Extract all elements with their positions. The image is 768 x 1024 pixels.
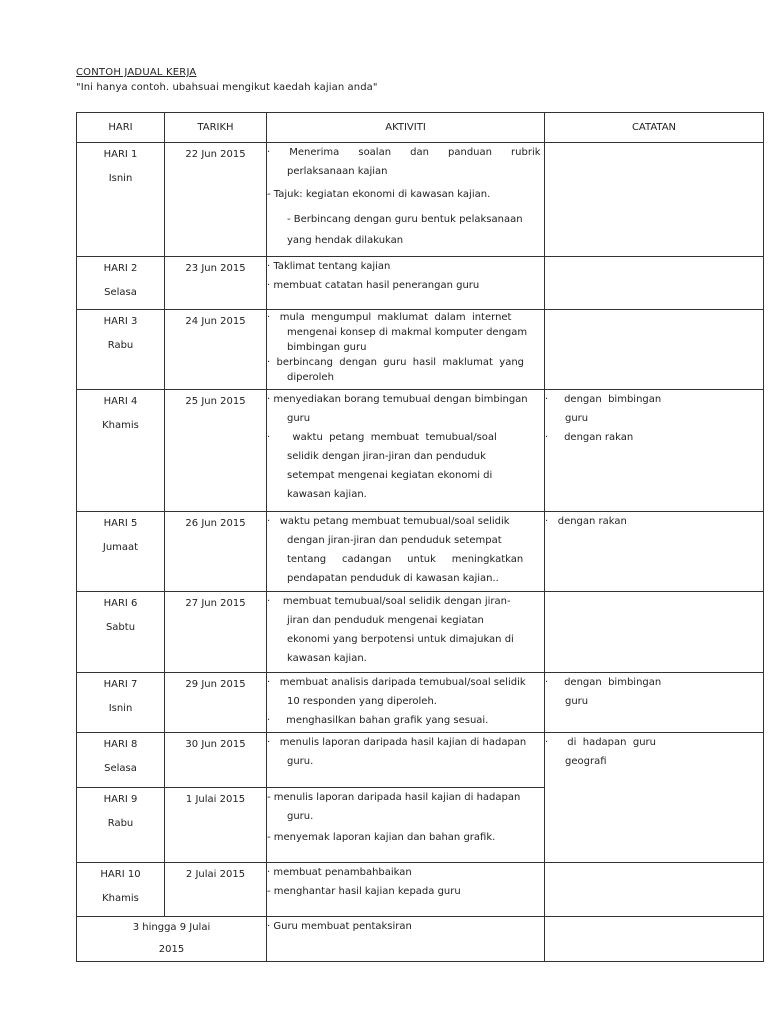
activity-line: · membuat temubual/soal selidik dengan jiran- xyxy=(267,596,511,607)
note-line: · dengan bimbingan xyxy=(545,394,662,405)
hari-label: HARI 2 xyxy=(103,263,138,274)
header-aktiviti: AKTIVITI xyxy=(267,113,545,143)
catatan-cell xyxy=(545,733,764,863)
aktiviti-cell xyxy=(267,310,545,390)
aktiviti-cell xyxy=(267,733,545,788)
activity-line: kawasan kajian. xyxy=(287,653,367,664)
aktiviti-cell xyxy=(267,863,545,917)
day-name: Isnin xyxy=(108,173,133,184)
aktiviti-cell xyxy=(267,390,545,512)
activity-line: · membuat analisis daripada temubual/soal selidik xyxy=(267,677,526,688)
hari-label: HARI 4 xyxy=(103,396,138,407)
tarikh-cell xyxy=(165,310,267,390)
date-text: 29 Jun 2015 xyxy=(185,679,246,690)
day-name: Sabtu xyxy=(105,622,136,633)
activity-line: guru. xyxy=(287,811,314,822)
hari-cell xyxy=(77,310,165,390)
note-line: · dengan rakan xyxy=(545,432,634,443)
hari-cell xyxy=(77,512,165,592)
activity-line: dengan jiran-jiran dan penduduk setempat xyxy=(287,535,502,546)
table-row xyxy=(77,917,764,962)
table-row xyxy=(77,733,764,788)
activity-line: · waktu petang membuat temubual/soal xyxy=(267,432,497,443)
date-text: 1 Julai 2015 xyxy=(185,794,246,805)
activity-line: pendapatan penduduk di kawasan kajian.. xyxy=(287,573,499,584)
activity-line: selidik dengan jiran-jiran dan penduduk xyxy=(287,451,486,462)
table-row xyxy=(77,143,764,257)
date-text: 30 Jun 2015 xyxy=(185,739,246,750)
day-name: Rabu xyxy=(107,818,134,829)
activity-line: · Taklimat tentang kajian xyxy=(267,261,391,272)
activity-line: · menghasilkan bahan grafik yang sesuai. xyxy=(267,715,489,726)
catatan-cell xyxy=(545,673,764,733)
activity-line: · membuat penambahbaikan xyxy=(267,867,412,878)
table-row xyxy=(77,310,764,390)
activity-line: - Berbincang dengan guru bentuk pelaksanaan xyxy=(287,214,523,225)
catatan-cell xyxy=(545,390,764,512)
date-text: 2 Julai 2015 xyxy=(185,869,246,880)
day-name: Khamis xyxy=(102,893,139,904)
activity-line: 10 responden yang diperoleh. xyxy=(287,696,437,707)
day-name: Selasa xyxy=(104,763,137,774)
activity-line: · membuat catatan hasil penerangan guru xyxy=(267,280,480,291)
catatan-cell xyxy=(545,917,764,962)
aktiviti-cell xyxy=(267,788,545,863)
activity-line: - Tajuk: kegiatan ekonomi di kawasan kajian. xyxy=(267,189,491,200)
activity-line: diperoleh xyxy=(287,372,334,383)
activity-line: tentang cadangan untuk meningkatkan xyxy=(287,554,524,565)
table-row xyxy=(77,592,764,673)
header-catatan: CATATAN xyxy=(545,113,764,143)
tarikh-cell xyxy=(165,733,267,788)
activity-line: · berbincang dengan guru hasil maklumat yang xyxy=(267,357,525,368)
table-row xyxy=(77,512,764,592)
catatan-cell xyxy=(545,863,764,917)
day-name: Khamis xyxy=(102,420,139,431)
hari-cell xyxy=(77,673,165,733)
note-line: · dengan rakan xyxy=(545,516,627,527)
hari-cell xyxy=(77,788,165,863)
document-title: CONTOH JADUAL KERJA xyxy=(76,67,197,78)
day-name: Jumaat xyxy=(102,542,139,553)
activity-line: · menyediakan borang temubual dengan bimbingan xyxy=(267,394,528,405)
activity-line: - menyemak laporan kajian dan bahan grafik. xyxy=(267,832,496,843)
activity-line: jiran dan penduduk mengenai kegiatan xyxy=(287,615,484,626)
header-hari: HARI xyxy=(77,113,165,143)
hari-label: HARI 9 xyxy=(103,794,138,805)
hari-label: HARI 7 xyxy=(103,679,138,690)
catatan-cell xyxy=(545,143,764,257)
aktiviti-cell xyxy=(267,673,545,733)
hari-cell xyxy=(77,863,165,917)
note-line: geografi xyxy=(565,756,607,767)
period-line: 2015 xyxy=(158,944,185,955)
aktiviti-cell xyxy=(267,143,545,257)
tarikh-cell xyxy=(165,512,267,592)
table-row xyxy=(77,390,764,512)
activity-line: - menghantar hasil kajian kepada guru xyxy=(267,886,461,897)
note-line: · di hadapan guru xyxy=(545,737,656,748)
header-tarikh: TARIKH xyxy=(165,113,267,143)
date-text: 23 Jun 2015 xyxy=(185,263,246,274)
activity-line: · Menerima soalan dan panduan rubrik xyxy=(267,147,541,158)
activity-line: bimbingan guru xyxy=(287,342,367,353)
hari-label: HARI 5 xyxy=(103,518,138,529)
activity-line: ekonomi yang berpotensi untuk dimajukan di xyxy=(287,634,514,645)
date-text: 26 Jun 2015 xyxy=(185,518,246,529)
activity-line: · Guru membuat pentaksiran xyxy=(267,921,412,932)
date-text: 25 Jun 2015 xyxy=(185,396,246,407)
tarikh-cell xyxy=(165,673,267,733)
note-line: guru xyxy=(565,696,589,707)
tarikh-cell xyxy=(165,592,267,673)
tarikh-cell xyxy=(165,143,267,257)
period-line: 3 hingga 9 Julai xyxy=(132,922,211,933)
day-name: Rabu xyxy=(107,340,134,351)
hari-cell xyxy=(77,592,165,673)
document-subtitle: "Ini hanya contoh. ubahsuai mengikut kaedah kajian anda" xyxy=(76,82,378,93)
activity-line: yang hendak dilakukan xyxy=(287,235,404,246)
activity-line: · menulis laporan daripada hasil kajian di hadapan xyxy=(267,737,527,748)
table-row xyxy=(77,257,764,310)
activity-line: setempat mengenai kegiatan ekonomi di xyxy=(287,470,493,481)
table-row xyxy=(77,673,764,733)
tarikh-cell xyxy=(165,863,267,917)
hari-cell xyxy=(77,733,165,788)
activity-line: mengenai konsep di makmal komputer dengam xyxy=(287,327,528,338)
activity-line: perlaksanaan kajian xyxy=(287,166,388,177)
hari-label: HARI 8 xyxy=(103,739,138,750)
date-text: 27 Jun 2015 xyxy=(185,598,246,609)
date-text: 22 Jun 2015 xyxy=(185,149,246,160)
aktiviti-cell xyxy=(267,592,545,673)
table-row xyxy=(77,863,764,917)
activity-line: - menulis laporan daripada hasil kajian di hadapan xyxy=(267,792,521,803)
schedule-table xyxy=(76,112,764,962)
catatan-cell xyxy=(545,512,764,592)
hari-label: HARI 6 xyxy=(103,598,138,609)
table-header-row xyxy=(77,113,764,143)
note-line: · dengan bimbingan xyxy=(545,677,662,688)
activity-line: guru xyxy=(287,413,311,424)
tarikh-cell xyxy=(165,257,267,310)
activity-line: · waktu petang membuat temubual/soal selidik xyxy=(267,516,510,527)
catatan-cell xyxy=(545,592,764,673)
hari-cell xyxy=(77,257,165,310)
activity-line: kawasan kajian. xyxy=(287,489,367,500)
aktiviti-cell xyxy=(267,512,545,592)
hari-cell xyxy=(77,143,165,257)
aktiviti-cell xyxy=(267,917,545,962)
activity-line: guru. xyxy=(287,756,314,767)
tarikh-cell xyxy=(165,390,267,512)
note-line: guru xyxy=(565,413,589,424)
period-cell xyxy=(77,917,267,962)
catatan-cell xyxy=(545,257,764,310)
hari-label: HARI 1 xyxy=(103,149,138,160)
day-name: Isnin xyxy=(108,703,133,714)
aktiviti-cell xyxy=(267,257,545,310)
activity-line: · mula mengumpul maklumat dalam internet xyxy=(267,312,512,323)
hari-label: HARI 3 xyxy=(103,316,138,327)
day-name: Selasa xyxy=(104,287,137,298)
date-text: 24 Jun 2015 xyxy=(185,316,246,327)
tarikh-cell xyxy=(165,788,267,863)
catatan-cell xyxy=(545,310,764,390)
hari-label: HARI 10 xyxy=(100,869,141,880)
hari-cell xyxy=(77,390,165,512)
